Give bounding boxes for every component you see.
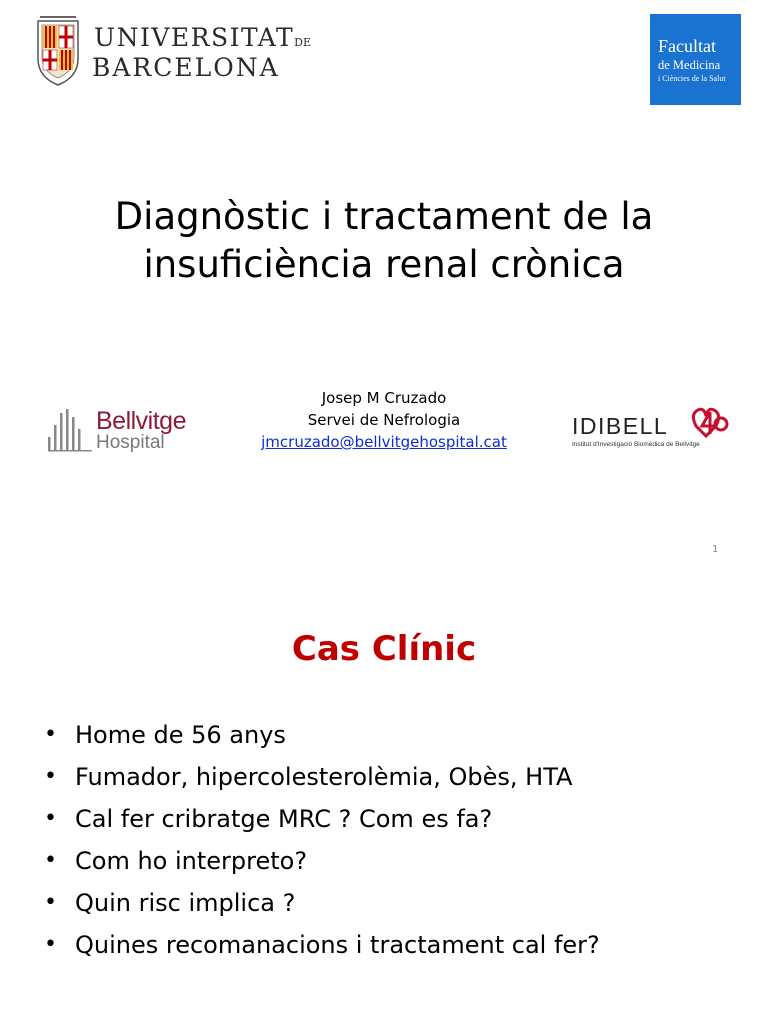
bellvitge-logo-name: Bellvitge	[96, 407, 186, 435]
bullet-text: Home de 56 anys	[75, 721, 286, 749]
facultat-logo-line3: i Ciències de la Salut	[658, 74, 726, 83]
bellvitge-hospital-logo	[46, 405, 206, 453]
slide-title	[40, 193, 728, 289]
bullet-text: Quines recomanacions i tractament cal fer?	[75, 931, 600, 959]
author-email-link[interactable]: jmcruzado@bellvitgehospital.cat	[261, 433, 507, 451]
author-block	[230, 387, 538, 453]
idibell-logo-name: IDIBELL	[572, 413, 669, 439]
facultat-logo-line1: Facultat	[658, 36, 716, 56]
ub-wordmark-line1: UNIVERSITATDE	[94, 23, 311, 52]
bullet-icon: •	[44, 848, 57, 873]
bullet-text: Quin risc implica ?	[75, 889, 296, 917]
case-heading: Cas Clínic	[291, 629, 477, 669]
author-name: Josep M Cruzado	[321, 389, 447, 407]
idibell-logo	[570, 404, 732, 454]
bullet-text: Com ho interpreto?	[75, 847, 308, 875]
idibell-logo-sub: Institut d'Investigació Biomèdica de Bellvitge	[572, 441, 700, 448]
ub-shield-icon	[34, 15, 82, 87]
bullet-icon: •	[44, 722, 57, 747]
case-slide	[0, 576, 768, 1024]
slide-title-line1: Diagnòstic i tractament de la	[114, 195, 654, 238]
bellvitge-logo-sub: Hospital	[96, 432, 165, 453]
bullet-icon: •	[44, 764, 57, 789]
bullet-text: Fumador, hipercolesterolèmia, Obès, HTA	[75, 763, 573, 791]
author-department: Servei de Nefrologia	[307, 411, 461, 429]
slide-title-line2: insuficiència renal crònica	[143, 243, 625, 286]
bullet-icon: •	[44, 806, 57, 831]
bullet-icon: •	[44, 890, 57, 915]
ub-wordmark-line2: BARCELONA	[92, 53, 280, 82]
bullet-text: Cal fer cribratge MRC ? Com es fa?	[75, 805, 493, 833]
bullet-icon: •	[44, 932, 57, 957]
facultat-logo-line2: de Medicina	[658, 58, 721, 72]
idibell-heart-icon	[688, 404, 730, 440]
facultat-medicina-logo	[650, 14, 741, 105]
universitat-barcelona-logo	[34, 15, 311, 89]
bellvitge-bars-icon	[46, 405, 92, 453]
page-number: 1	[712, 544, 719, 555]
